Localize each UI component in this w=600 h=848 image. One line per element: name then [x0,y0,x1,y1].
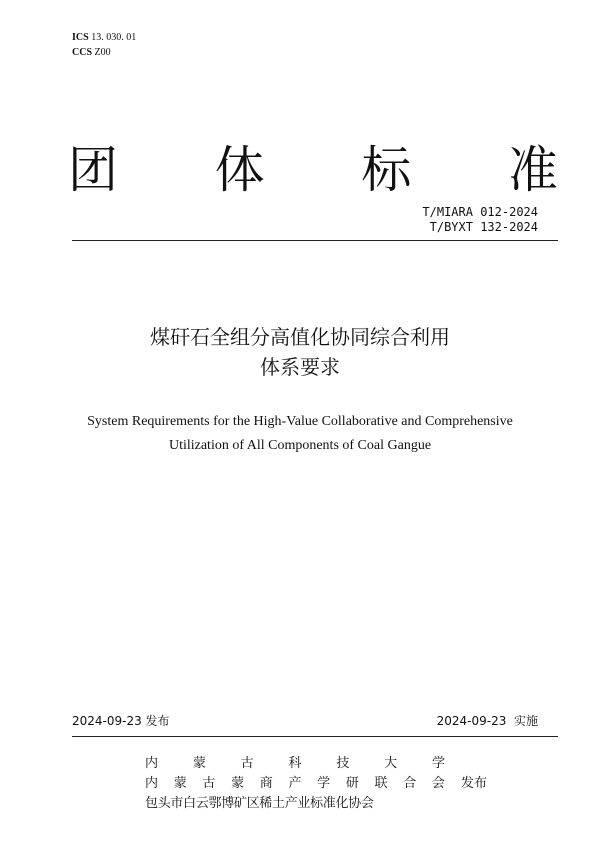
org-char: 大 [384,756,398,771]
org-char: 学 [317,776,331,791]
english-title [0,410,600,458]
group-standard-heading [68,140,558,200]
standard-number: T/MIARA 012-2024 [422,205,538,219]
org-char: 研 [345,776,359,791]
implement-date: 2024-09-23 实施 [436,714,538,728]
standard-numbers [422,205,538,235]
org-char: 内 [145,756,159,771]
org-1 [145,754,445,774]
heading-char: 准 [507,141,558,199]
org-char: 学 [431,756,445,771]
title-line: 煤矸石全组分高值化协同综合利用 [150,325,450,349]
publish-date: 2024-09-23 发布 [72,714,170,728]
org-2 [145,774,487,794]
publish-label: 发布 [461,776,488,791]
chinese-title [0,322,600,382]
title-line: 体系要求 [260,355,340,379]
org-char: 古 [240,756,254,771]
ics-value: 13. 030. 01 [91,32,137,43]
bottom-divider [72,736,558,737]
classification-codes [72,30,136,60]
heading-char: 标 [361,141,412,199]
org-char: 商 [259,776,273,791]
org-char: 蒙 [192,756,206,771]
ccs-value: Z00 [94,47,111,58]
ics-label: ICS [72,32,89,43]
org-char: 合 [403,776,417,791]
org-char: 蒙 [173,776,187,791]
heading-char: 团 [68,141,118,199]
org-char: 技 [336,756,350,771]
org-char: 联 [374,776,388,791]
org-char: 科 [288,756,302,771]
title-line: System Requirements for the High-Value Collaborative and Comprehensive [87,414,513,429]
org-char: 产 [288,776,302,791]
title-line: Utilization of All Components of Coal Gangue [168,438,432,453]
org-char: 古 [202,776,216,791]
org-char: 蒙 [231,776,245,791]
standard-number: T/BYXT 132-2024 [429,220,538,234]
org-char: 内 [145,776,159,791]
org-char: 会 [431,776,445,791]
org-3: 包头市白云鄂博矿区稀土产业标准化协会 [145,796,374,811]
ccs-label: CCS [72,47,93,58]
issuing-organizations [145,754,487,814]
top-divider [72,240,558,241]
heading-char: 体 [214,141,265,199]
